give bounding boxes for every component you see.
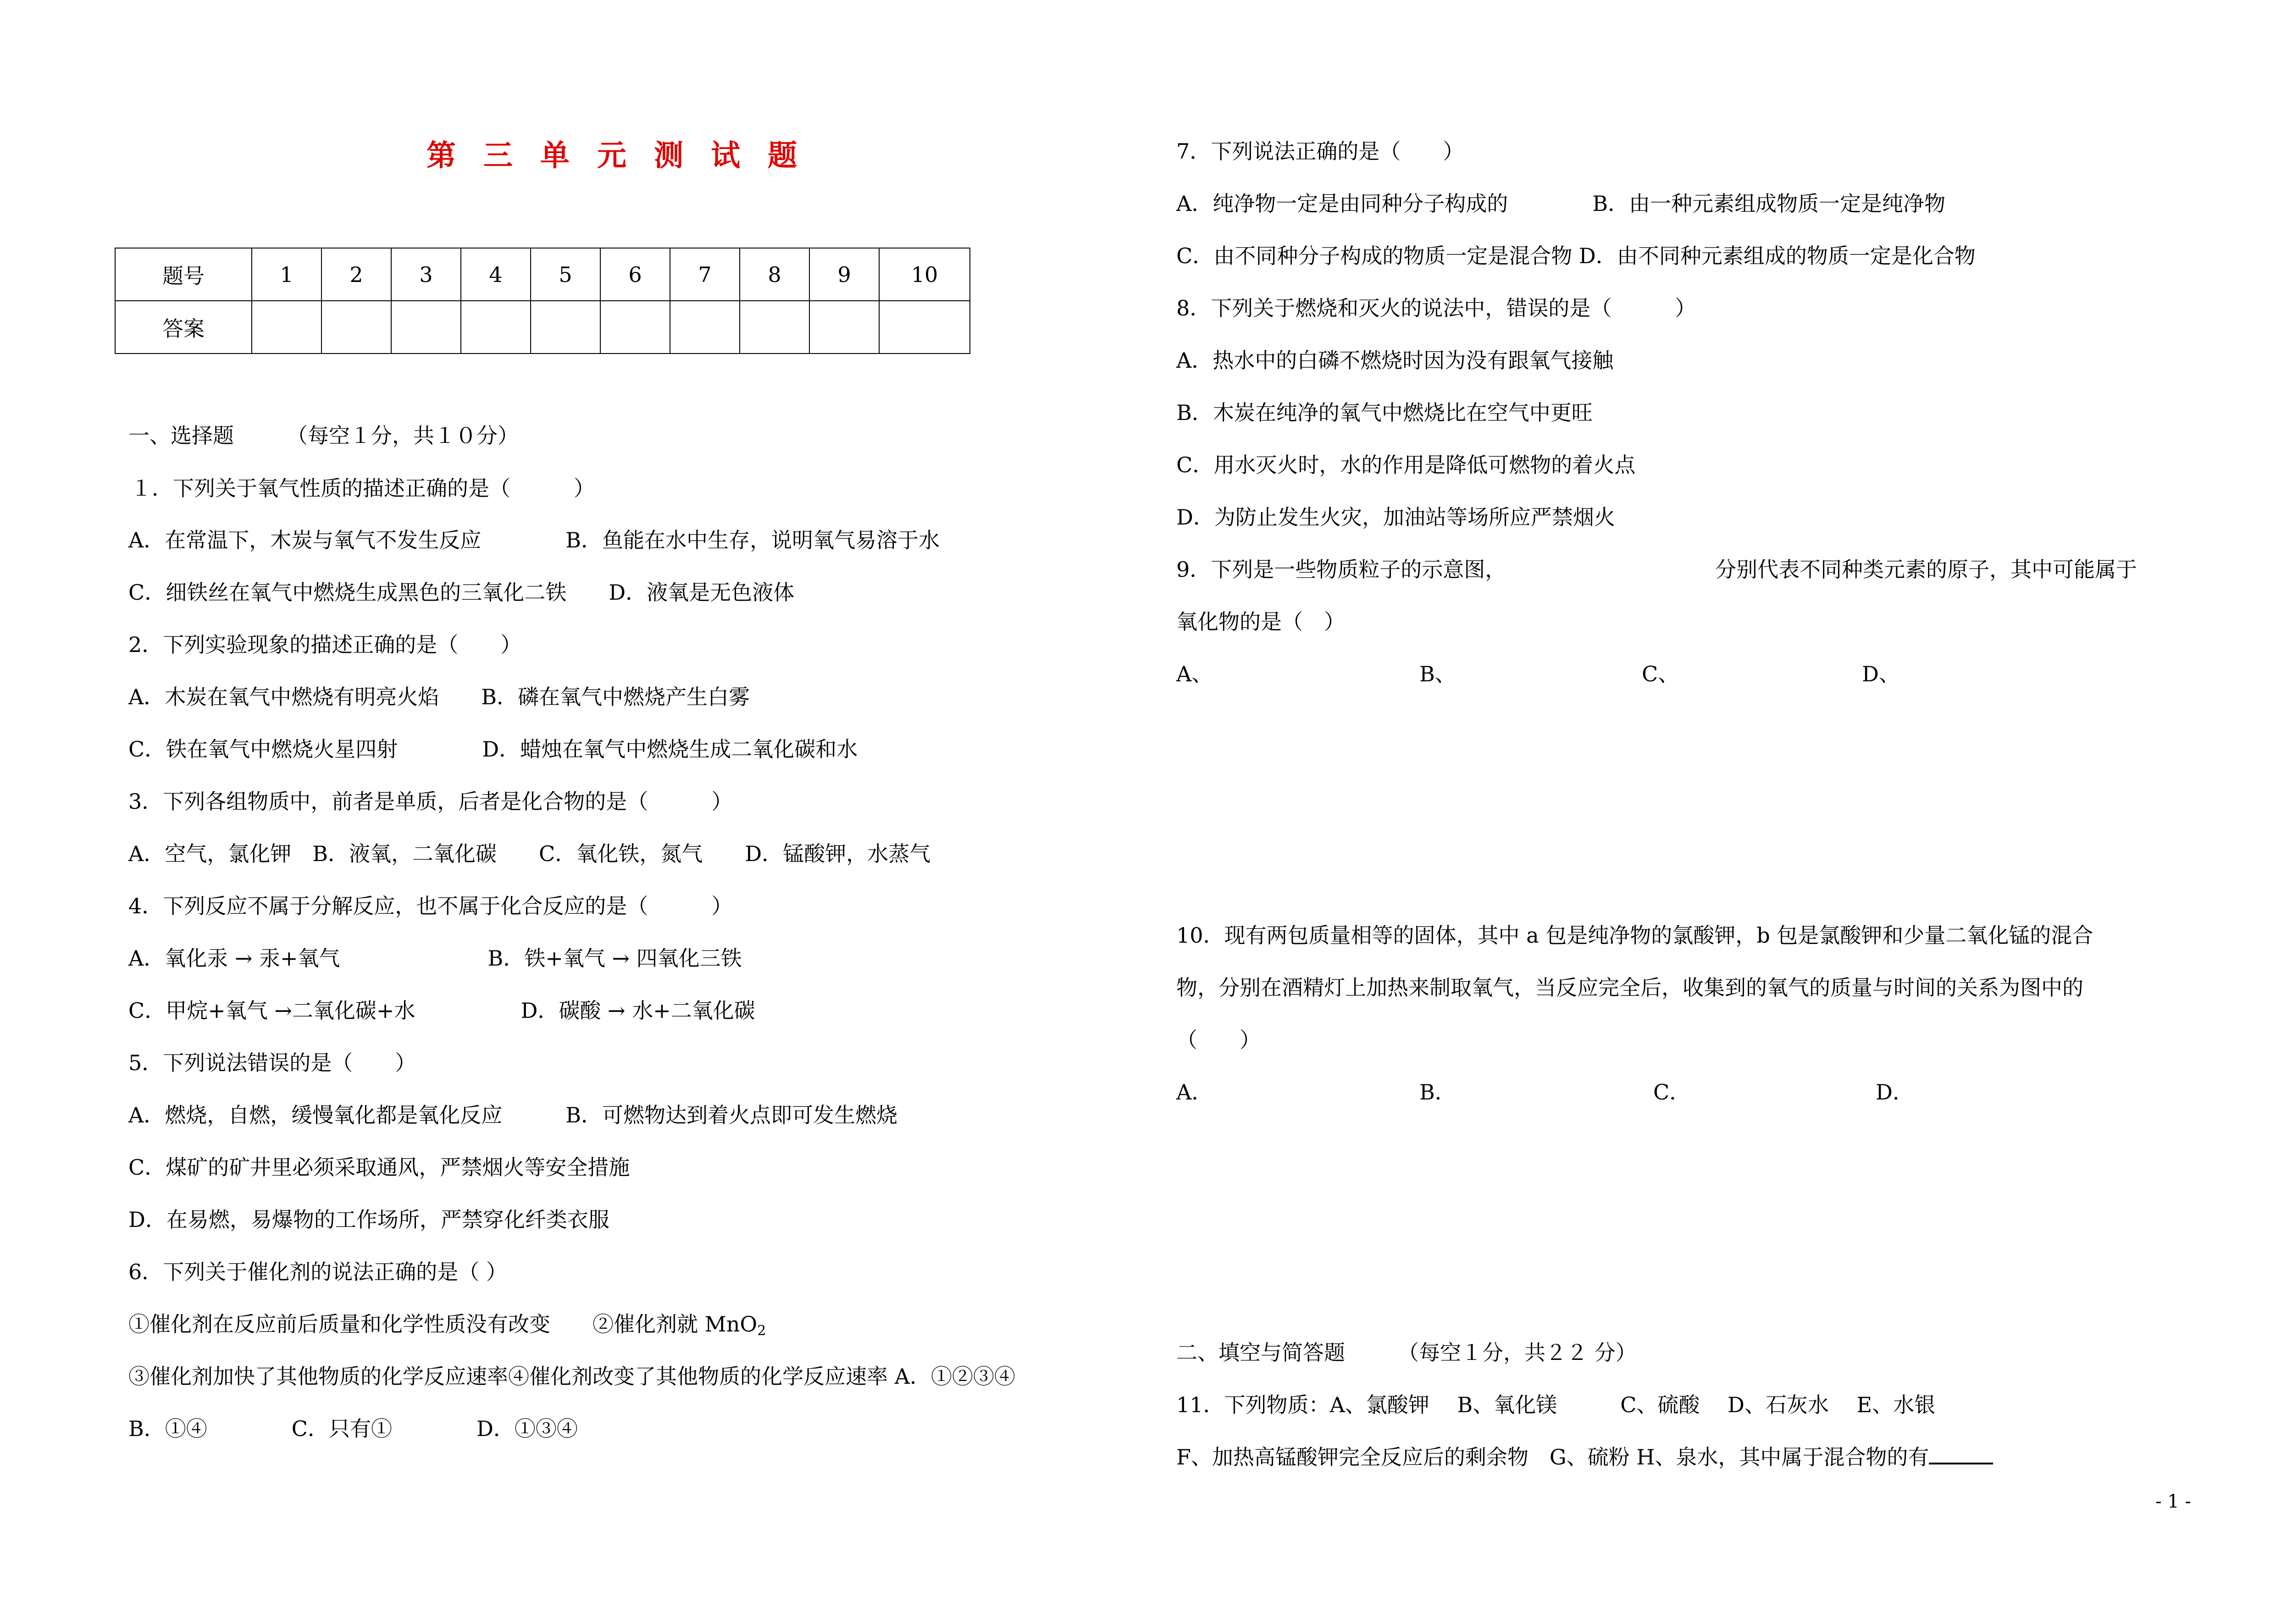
table-cell: 题号: [115, 248, 252, 301]
question-stem: 8．下列关于燃烧和灭火的说法中，错误的是（ ）: [1176, 296, 1696, 320]
question-stem: （ ）: [1176, 1027, 1261, 1052]
question-stem: 4．下列反应不属于分解反应，也不属于化合反应的是（ ）: [128, 894, 733, 918]
answer-cell[interactable]: [461, 301, 531, 354]
question-stem: 3．下列各组物质中，前者是单质，后者是化合物的是（ ）: [128, 789, 733, 814]
table-cell: 9: [809, 248, 879, 301]
question-options: C．细铁丝在氧气中燃烧生成黑色的三氧化二铁 D．液氧是无色液体: [128, 580, 795, 605]
question-stem: 6．下列关于催化剂的说法正确的是（ ）: [128, 1259, 507, 1284]
answer-cell[interactable]: [670, 301, 740, 354]
table-cell: 2: [321, 248, 391, 301]
option-label-c: C．: [1653, 1080, 1691, 1105]
table-cell: 8: [740, 248, 809, 301]
table-cell: 6: [600, 248, 670, 301]
question-stem: 物，分别在酒精灯上加热来制取氧气，当反应完全后，收集到的氧气的质量与时间的关系为图中的: [1176, 975, 2083, 1000]
question-stem: [1176, 1443, 1993, 1471]
question-stem: 氧化物的是（ ）: [1176, 609, 1345, 634]
answer-cell[interactable]: [531, 301, 600, 354]
option-label-d: D、: [1862, 662, 1900, 686]
question-options: A．空气，氯化钾 B．液氧，二氧化碳 C．氧化铁，氮气 D．锰酸钾，水蒸气: [128, 841, 931, 866]
option-label-b: B、: [1419, 662, 1456, 686]
answer-cell[interactable]: [809, 301, 879, 354]
table-cell: 7: [670, 248, 740, 301]
answer-cell[interactable]: [252, 301, 321, 354]
table-row: [115, 248, 970, 301]
answer-cell[interactable]: [740, 301, 809, 354]
question-options: C．由不同种分子构成的物质一定是混合物 D．由不同种元素组成的物质一定是化合物: [1176, 243, 1976, 268]
question-options: C．用水灭火时，水的作用是降低可燃物的着火点: [1176, 453, 1636, 477]
answer-cell[interactable]: [391, 301, 461, 354]
section-heading: 二、填空与简答题 （每空１分，共２２ 分）: [1176, 1340, 1637, 1365]
option-text: ①催化剂在反应前后质量和化学性质没有改变 ②催化剂就 MnO: [128, 1312, 758, 1337]
table-cell: 1: [252, 248, 321, 301]
question-stem: 9．下列是一些物质粒子的示意图，: [1176, 557, 1507, 582]
answer-blank[interactable]: [1929, 1444, 1993, 1464]
question-options: C．铁在氧气中燃烧火星四射 D．蜡烛在氧气中燃烧生成二氧化碳和水: [128, 737, 858, 762]
option-label-c: C、: [1642, 662, 1679, 686]
question-options: C．煤矿的矿井里必须采取通风，严禁烟火等安全措施: [128, 1155, 630, 1180]
table-cell: 4: [461, 248, 531, 301]
question-options: A．在常温下，木炭与氧气不发生反应 B．鱼能在水中生存，说明氧气易溶于水: [128, 528, 940, 552]
question-options: A．氧化汞 → 汞+氧气 B．铁+氧气 → 四氧化三铁: [128, 946, 742, 971]
page-title: 第三单元测试题: [426, 138, 825, 173]
question-stem: 分别代表不同种类元素的原子，其中可能属于: [1715, 557, 2137, 582]
question-options: A．木炭在氧气中燃烧有明亮火焰 B．磷在氧气中燃烧产生白雾: [128, 685, 750, 709]
answer-cell[interactable]: [879, 301, 970, 354]
page-number: - 1 -: [2155, 1491, 2191, 1512]
answer-cell[interactable]: [321, 301, 391, 354]
question-options: ③催化剂加快了其他物质的化学反应速率④催化剂改变了其他物质的化学反应速率 A．①②③④: [128, 1364, 1015, 1389]
option-label-a: A、: [1176, 662, 1213, 686]
question-options: [128, 1310, 766, 1345]
table-cell: 5: [531, 248, 600, 301]
question-stem: 10．现有两包质量相等的固体，其中 a 包是纯净物的氯酸钾，b 包是氯酸钾和少量二氧化锰的混合: [1176, 923, 2094, 948]
question-options: A．热水中的白磷不燃烧时因为没有跟氧气接触: [1176, 348, 1614, 373]
question-options: D．为防止发生火灾，加油站等场所应严禁烟火: [1176, 505, 1615, 530]
question-stem: 11．下列物质：A、氯酸钾 B、氧化镁 C、硫酸 D、石灰水 E、水银: [1176, 1392, 1936, 1417]
question-options: A．纯净物一定是由同种分子构成的 B．由一种元素组成物质一定是纯净物: [1176, 191, 1946, 216]
subscript: 2: [757, 1323, 766, 1339]
table-cell: 答案: [115, 301, 252, 354]
section-heading: 一、选择题 （每空１分，共１０分）: [128, 423, 519, 448]
question-text: F、加热高锰酸钾完全反应后的剩余物 G、硫粉 H、泉水，其中属于混合物的有: [1176, 1445, 1929, 1469]
question-options: B．木炭在纯净的氧气中燃烧比在空气中更旺: [1176, 400, 1593, 425]
question-options: B．①④ C．只有① D．①③④: [128, 1416, 578, 1441]
question-stem: 5．下列说法错误的是（ ）: [128, 1050, 416, 1075]
table-cell: 10: [879, 248, 970, 301]
answer-cell[interactable]: [600, 301, 670, 354]
question-stem: 7．下列说法正确的是（ ）: [1176, 139, 1464, 164]
option-label-d: D．: [1876, 1080, 1914, 1105]
option-label-a: A．: [1176, 1080, 1213, 1105]
question-stem: 2．下列实验现象的描述正确的是（ ）: [128, 632, 522, 657]
table-row: [115, 301, 970, 354]
option-label-b: B．: [1419, 1080, 1456, 1105]
question-options: A．燃烧，自燃，缓慢氧化都是氧化反应 B．可燃物达到着火点即可发生燃烧: [128, 1103, 898, 1127]
answer-table: [115, 248, 970, 354]
question-options: D．在易燃，易爆物的工作场所，严禁穿化纤类衣服: [128, 1207, 609, 1232]
question-stem: １．下列关于氧气性质的描述正确的是（ ）: [131, 476, 595, 501]
table-cell: 3: [391, 248, 461, 301]
question-options: C．甲烷+氧气 →二氧化碳+水 D．碳酸 → 水+二氧化碳: [128, 998, 755, 1023]
